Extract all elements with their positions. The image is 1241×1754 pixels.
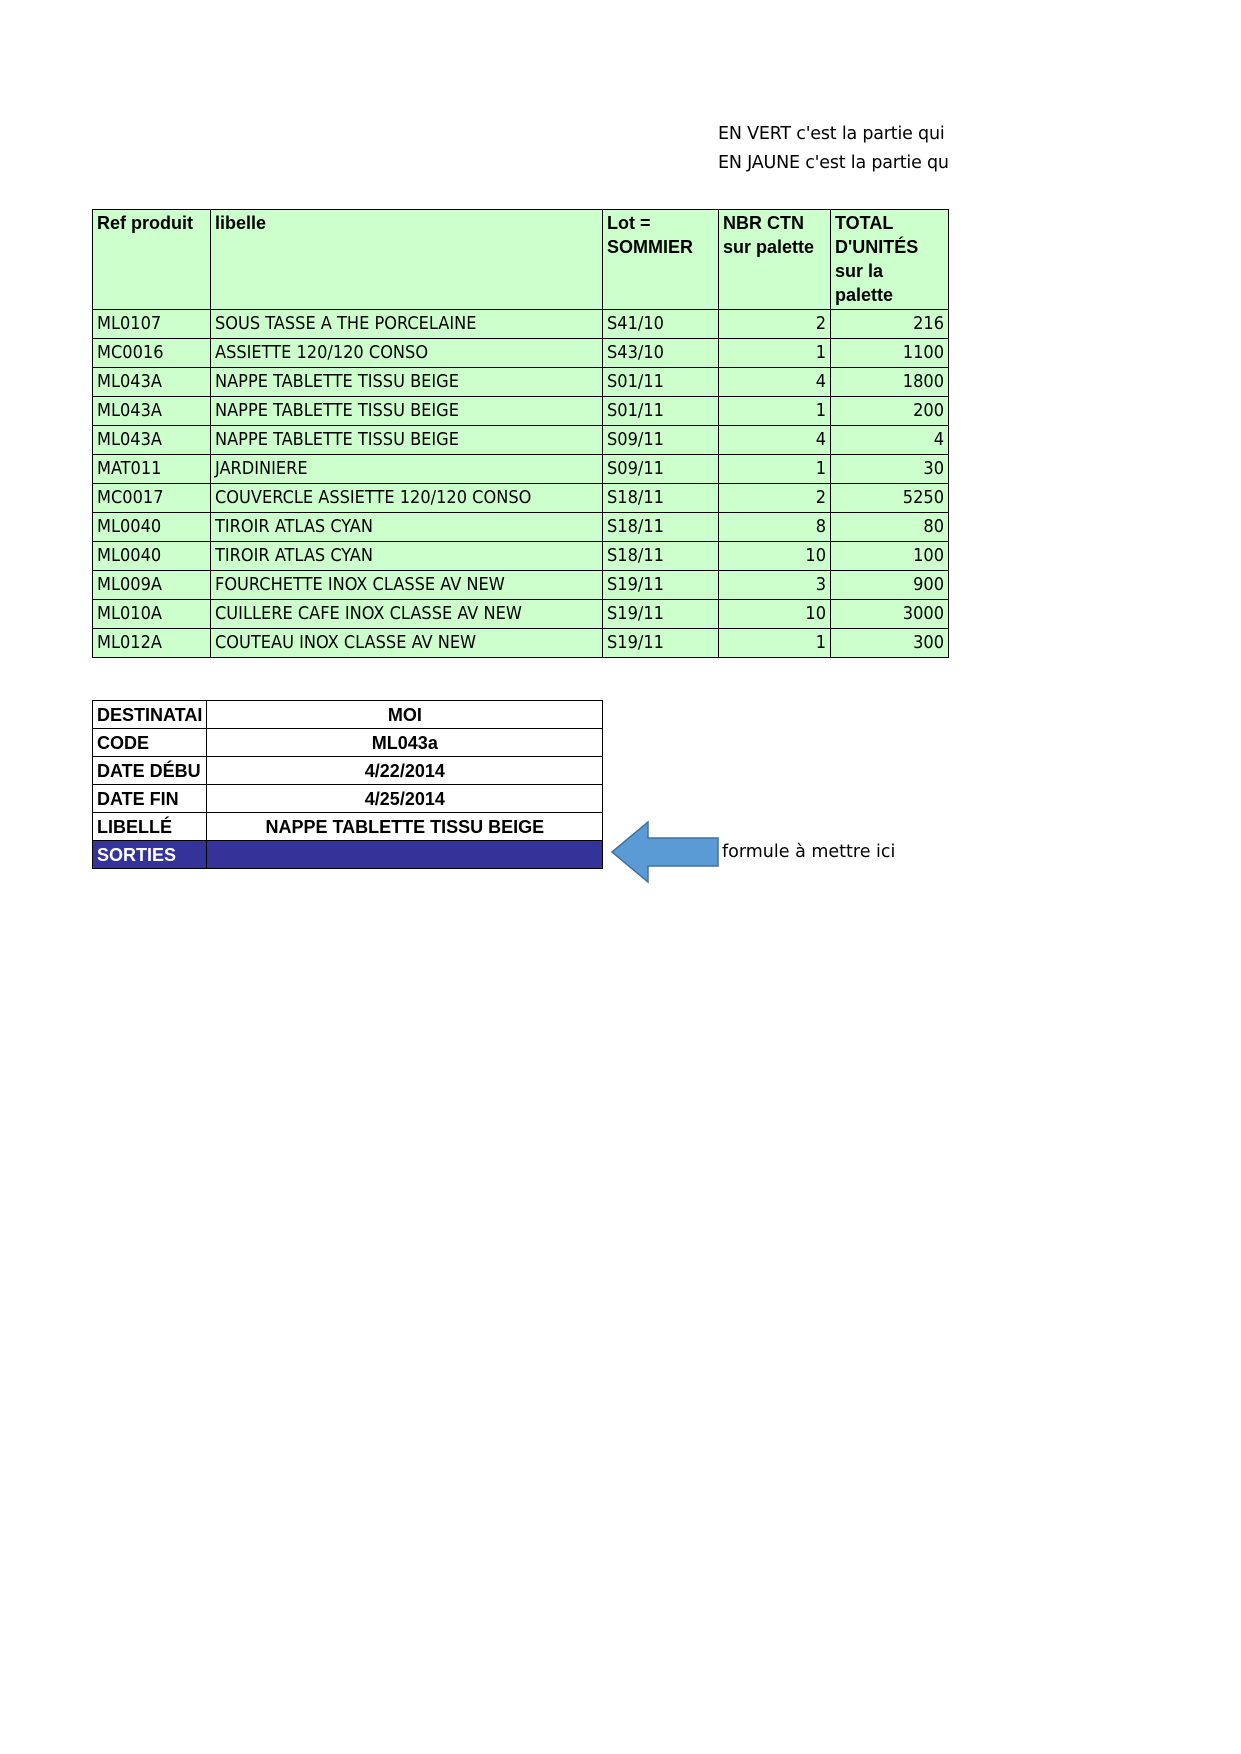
cell-total-unites: 4 [831,426,949,455]
palette-table-body [93,310,949,658]
cell-libelle: SOUS TASSE A THE PORCELAINE [211,310,603,339]
form-row-label: DESTINATAI [93,701,207,729]
form-row-value[interactable]: MOI [207,701,603,729]
form-row [93,701,603,729]
cell-ref-produit: ML009A [93,571,211,600]
cell-ref-produit: ML043A [93,397,211,426]
cell-ref-produit: ML0040 [93,513,211,542]
cell-total-unites: 216 [831,310,949,339]
table-row [93,571,949,600]
cell-libelle: NAPPE TABLETTE TISSU BEIGE [211,426,603,455]
form-row [93,729,603,757]
cell-nbr-ctn: 1 [719,455,831,484]
cell-ref-produit: ML043A [93,368,211,397]
cell-lot: S41/10 [603,310,719,339]
cell-total-unites: 100 [831,542,949,571]
cell-total-unites: 3000 [831,600,949,629]
left-arrow-icon [610,818,720,886]
cell-libelle: CUILLERE CAFE INOX CLASSE AV NEW [211,600,603,629]
cell-nbr-ctn: 10 [719,600,831,629]
cell-total-unites: 5250 [831,484,949,513]
cell-ref-produit: MAT011 [93,455,211,484]
cell-libelle: TIROIR ATLAS CYAN [211,542,603,571]
form-row-label: DATE FIN [93,785,207,813]
cell-ref-produit: ML010A [93,600,211,629]
table-row [93,339,949,368]
cell-ref-produit: MC0017 [93,484,211,513]
table-row [93,455,949,484]
table-row [93,513,949,542]
column-header-total-line4: palette [835,285,894,305]
left-arrow-shape [610,818,720,886]
cell-total-unites: 1800 [831,368,949,397]
column-header-lot [603,210,719,310]
formula-annotation-label: formule à mettre ici [722,842,896,862]
cell-total-unites: 1100 [831,339,949,368]
cell-ref-produit: MC0016 [93,339,211,368]
form-row [93,785,603,813]
cell-libelle: JARDINIERE [211,455,603,484]
cell-lot: S18/11 [603,484,719,513]
column-header-total-line2: D'UNITÉS [835,237,919,257]
cell-nbr-ctn: 1 [719,629,831,658]
form-row-value[interactable]: ML043a [207,729,603,757]
cell-libelle: COUVERCLE ASSIETTE 120/120 CONSO [211,484,603,513]
table-row [93,397,949,426]
cell-nbr-ctn: 4 [719,426,831,455]
cell-lot: S19/11 [603,600,719,629]
form-row-value[interactable]: NAPPE TABLETTE TISSU BEIGE [207,813,603,841]
cell-libelle: NAPPE TABLETTE TISSU BEIGE [211,368,603,397]
cell-nbr-ctn: 2 [719,484,831,513]
cell-libelle: NAPPE TABLETTE TISSU BEIGE [211,397,603,426]
legend-note-green: EN VERT c'est la partie qui [718,124,945,144]
table-row [93,426,949,455]
table-row [93,484,949,513]
cell-libelle: TIROIR ATLAS CYAN [211,513,603,542]
cell-nbr-ctn: 3 [719,571,831,600]
cell-lot: S09/11 [603,455,719,484]
form-row [93,813,603,841]
table-row [93,600,949,629]
cell-lot: S01/11 [603,397,719,426]
column-header-nbr-ctn [719,210,831,310]
cell-lot: S43/10 [603,339,719,368]
cell-nbr-ctn: 1 [719,339,831,368]
cell-total-unites: 30 [831,455,949,484]
form-row-label: SORTIES [93,841,207,869]
form-row [93,757,603,785]
form-row-value[interactable] [207,841,603,869]
query-form-table [92,700,603,869]
palette-table-header-row [93,210,949,310]
cell-nbr-ctn: 8 [719,513,831,542]
column-header-total-line3: sur la [835,261,884,281]
legend-note-yellow: EN JAUNE c'est la partie qu [718,153,949,173]
cell-total-unites: 200 [831,397,949,426]
table-row [93,542,949,571]
cell-lot: S19/11 [603,571,719,600]
column-header-lot-line2: SOMMIER [607,237,694,257]
cell-ref-produit: ML043A [93,426,211,455]
form-row-label: CODE [93,729,207,757]
column-header-nbr-ctn-line1: NBR CTN [723,213,804,233]
cell-lot: S18/11 [603,513,719,542]
form-row [93,841,603,869]
form-row-value[interactable]: 4/22/2014 [207,757,603,785]
column-header-nbr-ctn-line2: sur palette [723,237,815,257]
table-row [93,310,949,339]
column-header-total-unites [831,210,949,310]
cell-nbr-ctn: 10 [719,542,831,571]
column-header-libelle: libelle [211,210,603,310]
form-row-label: DATE DÉBU [93,757,207,785]
column-header-ref-produit: Ref produit [93,210,211,310]
cell-nbr-ctn: 2 [719,310,831,339]
cell-lot: S01/11 [603,368,719,397]
query-form-body [93,701,603,869]
cell-ref-produit: ML012A [93,629,211,658]
column-header-total-line1: TOTAL [835,213,894,233]
column-header-lot-line1: Lot = [607,213,651,233]
cell-nbr-ctn: 4 [719,368,831,397]
form-row-value[interactable]: 4/25/2014 [207,785,603,813]
cell-total-unites: 900 [831,571,949,600]
cell-lot: S09/11 [603,426,719,455]
cell-ref-produit: ML0040 [93,542,211,571]
cell-lot: S18/11 [603,542,719,571]
cell-lot: S19/11 [603,629,719,658]
table-row [93,629,949,658]
cell-ref-produit: ML0107 [93,310,211,339]
cell-libelle: COUTEAU INOX CLASSE AV NEW [211,629,603,658]
cell-nbr-ctn: 1 [719,397,831,426]
cell-total-unites: 300 [831,629,949,658]
legend-notes [718,120,1241,178]
cell-total-unites: 80 [831,513,949,542]
cell-libelle: FOURCHETTE INOX CLASSE AV NEW [211,571,603,600]
table-row [93,368,949,397]
form-row-label: LIBELLÉ [93,813,207,841]
palette-table [92,209,949,658]
cell-libelle: ASSIETTE 120/120 CONSO [211,339,603,368]
